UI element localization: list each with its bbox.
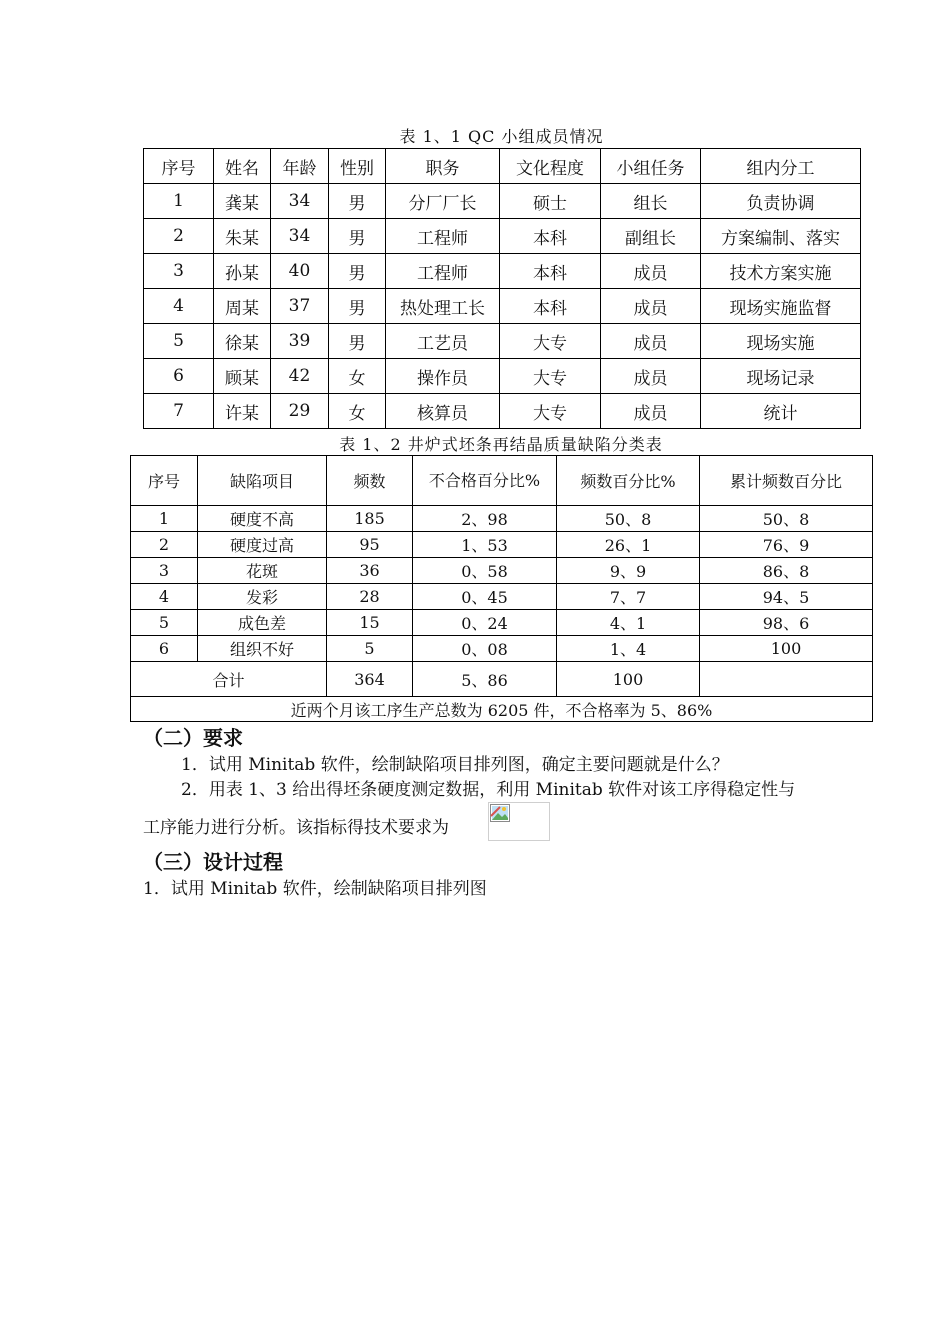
table1-cell: 核算员: [386, 394, 500, 429]
table1-cell: 女: [329, 359, 386, 394]
table1-cell: 现场记录: [701, 359, 861, 394]
table2-cell: 50、8: [700, 506, 873, 532]
table2-cell: 86、8: [700, 558, 873, 584]
table1-cell: 副组长: [601, 219, 701, 254]
table1-header-cell: 序号: [144, 149, 214, 184]
table1-cell: 男: [329, 184, 386, 219]
table1-header-cell: 文化程度: [500, 149, 601, 184]
table1-cell: 42: [271, 359, 329, 394]
section2-heading: （二）要求: [143, 726, 243, 750]
table2-header-cell: 不合格百分比%: [413, 456, 557, 506]
table1-cell: 40: [271, 254, 329, 289]
broken-image-icon: [490, 804, 510, 822]
table1-caption: 表 1、1 QC 小组成员情况: [399, 127, 604, 146]
table2-row: [131, 610, 873, 636]
table1-cell: 本科: [500, 219, 601, 254]
total-label: 合计: [131, 662, 327, 697]
table1-cell: 方案编制、落实: [701, 219, 861, 254]
table1-cell: 女: [329, 394, 386, 429]
table1-cell: 朱某: [214, 219, 271, 254]
table1-cell: 成员: [601, 254, 701, 289]
total-pct: 5、86: [413, 662, 557, 697]
table2: [130, 455, 873, 722]
table2-cell: 成色差: [198, 610, 327, 636]
table2-cell: 5: [327, 636, 413, 662]
section3-heading: （三）设计过程: [143, 850, 283, 874]
table2-cell: 76、9: [700, 532, 873, 558]
table1-header-cell: 小组任务: [601, 149, 701, 184]
table2-header-cell: 序号: [131, 456, 198, 506]
table2-header-row: [131, 456, 873, 506]
table1-cell: 成员: [601, 324, 701, 359]
total-freq-pct: 100: [557, 662, 700, 697]
table2-row: [131, 558, 873, 584]
table2-row: [131, 506, 873, 532]
table1-row: [144, 394, 861, 429]
table2-cell: 185: [327, 506, 413, 532]
table2-cell: 硬度过高: [198, 532, 327, 558]
table1-cell: 工程师: [386, 219, 500, 254]
table1-cell: 统计: [701, 394, 861, 429]
table1-cell: 男: [329, 219, 386, 254]
table1-cell: 组长: [601, 184, 701, 219]
table2-cell: 50、8: [557, 506, 700, 532]
table2-cell: 0、58: [413, 558, 557, 584]
table1-row: [144, 359, 861, 394]
table1-cell: 本科: [500, 254, 601, 289]
table1-header-row: [144, 149, 861, 184]
table2-total-row: [131, 662, 873, 697]
table1: [143, 148, 861, 429]
table1-cell: 3: [144, 254, 214, 289]
section2-item1: 1．试用 Minitab 软件，绘制缺陷项目排列图，确定主要问题就是什么？: [181, 755, 729, 775]
table2-cell: 2、98: [413, 506, 557, 532]
table2-row: [131, 584, 873, 610]
table1-cell: 徐某: [214, 324, 271, 359]
table1-cell: 5: [144, 324, 214, 359]
table1-cell: 大专: [500, 394, 601, 429]
table2-note-row: [131, 697, 873, 722]
table2-cell: 98、6: [700, 610, 873, 636]
table2-cell: 4: [131, 584, 198, 610]
table1-cell: 34: [271, 219, 329, 254]
table2-cell: 组织不好: [198, 636, 327, 662]
table1-cell: 37: [271, 289, 329, 324]
table1-cell: 操作员: [386, 359, 500, 394]
table1-cell: 本科: [500, 289, 601, 324]
table2-caption: 表 1、2 井炉式坯条再结晶质量缺陷分类表: [339, 435, 663, 454]
total-count: 364: [327, 662, 413, 697]
table2-cell: 5: [131, 610, 198, 636]
table2-header-cell: 缺陷项目: [198, 456, 327, 506]
table1-cell: 大专: [500, 324, 601, 359]
table2-header-cell: 频数百分比%: [557, 456, 700, 506]
table1-cell: 现场实施: [701, 324, 861, 359]
table1-cell: 大专: [500, 359, 601, 394]
table2-cell: 0、45: [413, 584, 557, 610]
table2-cell: 7、7: [557, 584, 700, 610]
table1-header-cell: 姓名: [214, 149, 271, 184]
table1-cell: 孙某: [214, 254, 271, 289]
table1-header-cell: 性别: [329, 149, 386, 184]
table1-cell: 龚某: [214, 184, 271, 219]
table1-row: [144, 324, 861, 359]
table2-cell: 94、5: [700, 584, 873, 610]
table2-cell: 95: [327, 532, 413, 558]
table1-header-cell: 组内分工: [701, 149, 861, 184]
broken-image: [488, 802, 550, 841]
total-cum: [700, 662, 873, 697]
table2-note: 近两个月该工序生产总数为 6205 件，不合格率为 5、86%: [131, 697, 873, 722]
table2-cell: 0、24: [413, 610, 557, 636]
table1-row: [144, 289, 861, 324]
table1-cell: 男: [329, 254, 386, 289]
table2-row: [131, 532, 873, 558]
table1-cell: 现场实施监督: [701, 289, 861, 324]
table2-cell: 100: [700, 636, 873, 662]
table2-cell: 4、1: [557, 610, 700, 636]
section2-item2-line1: 2．用表 1、3 给出得坯条硬度测定数据，利用 Minitab 软件对该工序得稳定性与: [181, 780, 796, 800]
table1-cell: 6: [144, 359, 214, 394]
table2-cell: 硬度不高: [198, 506, 327, 532]
table1-cell: 顾某: [214, 359, 271, 394]
table2-cell: 26、1: [557, 532, 700, 558]
table2-cell: 1、4: [557, 636, 700, 662]
table1-cell: 周某: [214, 289, 271, 324]
table1-cell: 成员: [601, 289, 701, 324]
table2-cell: 1、53: [413, 532, 557, 558]
table1-cell: 成员: [601, 359, 701, 394]
table1-row: [144, 184, 861, 219]
table1-cell: 34: [271, 184, 329, 219]
table1-cell: 负责协调: [701, 184, 861, 219]
table2-cell: 36: [327, 558, 413, 584]
table1-cell: 分厂厂长: [386, 184, 500, 219]
table1-cell: 男: [329, 324, 386, 359]
table1-cell: 工程师: [386, 254, 500, 289]
section2-item2-line2: 工序能力进行分析。该指标得技术要求为: [143, 818, 449, 838]
table2-cell: 0、08: [413, 636, 557, 662]
table1-cell: 7: [144, 394, 214, 429]
table2-cell: 发彩: [198, 584, 327, 610]
table1-cell: 1: [144, 184, 214, 219]
table2-cell: 3: [131, 558, 198, 584]
table2-cell: 28: [327, 584, 413, 610]
table1-row: [144, 219, 861, 254]
table1-header-cell: 职务: [386, 149, 500, 184]
table1-cell: 4: [144, 289, 214, 324]
table1-cell: 工艺员: [386, 324, 500, 359]
table1-cell: 热处理工长: [386, 289, 500, 324]
table1-cell: 技术方案实施: [701, 254, 861, 289]
table1-header-cell: 年龄: [271, 149, 329, 184]
table2-header-cell: 频数: [327, 456, 413, 506]
table1-cell: 成员: [601, 394, 701, 429]
table2-header-cell: 累计频数百分比: [700, 456, 873, 506]
table2-row: [131, 636, 873, 662]
section3-item1: 1．试用 Minitab 软件，绘制缺陷项目排列图: [143, 879, 487, 899]
table1-cell: 2: [144, 219, 214, 254]
table1-cell: 29: [271, 394, 329, 429]
table2-cell: 15: [327, 610, 413, 636]
table1-cell: 硕士: [500, 184, 601, 219]
table1-cell: 许某: [214, 394, 271, 429]
table2-cell: 2: [131, 532, 198, 558]
table2-cell: 6: [131, 636, 198, 662]
table1-row: [144, 254, 861, 289]
table2-cell: 花斑: [198, 558, 327, 584]
table1-cell: 男: [329, 289, 386, 324]
table2-cell: 1: [131, 506, 198, 532]
table2-cell: 9、9: [557, 558, 700, 584]
table1-cell: 39: [271, 324, 329, 359]
